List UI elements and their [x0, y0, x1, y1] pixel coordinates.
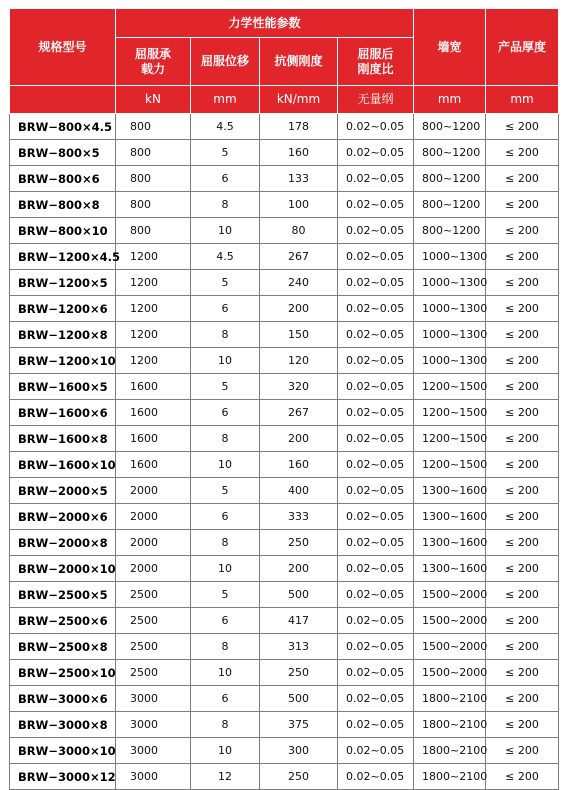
table-row	[10, 244, 559, 270]
cell-model: BRW−2000×8	[10, 530, 116, 556]
cell-yield-displacement: 6	[191, 504, 260, 530]
cell-model: BRW−800×5	[10, 140, 116, 166]
table-row	[10, 140, 559, 166]
cell-yield-load: 1200	[116, 270, 191, 296]
cell-yield-load: 1200	[116, 244, 191, 270]
cell-wall-width: 1000~1300	[414, 244, 486, 270]
cell-yield-displacement: 4.5	[191, 244, 260, 270]
cell-post-yield-ratio: 0.02~0.05	[338, 478, 414, 504]
table-row	[10, 426, 559, 452]
cell-post-yield-ratio: 0.02~0.05	[338, 244, 414, 270]
cell-wall-width: 1300~1600	[414, 478, 486, 504]
cell-yield-load: 2000	[116, 530, 191, 556]
cell-wall-width: 1800~2100	[414, 712, 486, 738]
cell-lateral-stiffness: 333	[260, 504, 338, 530]
cell-thickness: ≤ 200	[486, 634, 559, 660]
cell-wall-width: 1200~1500	[414, 374, 486, 400]
cell-yield-load: 1600	[116, 374, 191, 400]
table-row	[10, 322, 559, 348]
cell-model: BRW−3000×6	[10, 686, 116, 712]
cell-model: BRW−2500×10	[10, 660, 116, 686]
cell-yield-displacement: 6	[191, 296, 260, 322]
cell-thickness: ≤ 200	[486, 140, 559, 166]
cell-wall-width: 1200~1500	[414, 426, 486, 452]
cell-model: BRW−1200×10	[10, 348, 116, 374]
cell-lateral-stiffness: 300	[260, 738, 338, 764]
cell-lateral-stiffness: 150	[260, 322, 338, 348]
cell-yield-displacement: 6	[191, 400, 260, 426]
cell-yield-displacement: 5	[191, 270, 260, 296]
cell-wall-width: 1000~1300	[414, 270, 486, 296]
unit-wall-width: mm	[414, 86, 486, 114]
cell-model: BRW−2500×8	[10, 634, 116, 660]
cell-wall-width: 1500~2000	[414, 634, 486, 660]
header-model: 规格型号	[10, 9, 116, 86]
cell-wall-width: 1200~1500	[414, 452, 486, 478]
header-yield-displacement: 屈服位移	[191, 38, 260, 86]
header-post-yield-ratio-text: 屈服后刚度比	[357, 46, 394, 76]
cell-lateral-stiffness: 267	[260, 244, 338, 270]
cell-lateral-stiffness: 417	[260, 608, 338, 634]
cell-post-yield-ratio: 0.02~0.05	[338, 686, 414, 712]
cell-model: BRW−1200×8	[10, 322, 116, 348]
unit-yield-load: kN	[116, 86, 191, 114]
cell-wall-width: 1800~2100	[414, 738, 486, 764]
cell-lateral-stiffness: 200	[260, 556, 338, 582]
cell-yield-displacement: 8	[191, 530, 260, 556]
cell-model: BRW−2500×5	[10, 582, 116, 608]
table-header	[10, 9, 559, 114]
table-row	[10, 686, 559, 712]
table-row	[10, 660, 559, 686]
cell-yield-load: 1200	[116, 296, 191, 322]
table-row	[10, 764, 559, 790]
cell-post-yield-ratio: 0.02~0.05	[338, 114, 414, 140]
cell-lateral-stiffness: 375	[260, 712, 338, 738]
cell-lateral-stiffness: 500	[260, 582, 338, 608]
cell-lateral-stiffness: 200	[260, 426, 338, 452]
cell-model: BRW−1600×8	[10, 426, 116, 452]
cell-thickness: ≤ 200	[486, 244, 559, 270]
cell-lateral-stiffness: 320	[260, 374, 338, 400]
cell-yield-load: 800	[116, 218, 191, 244]
cell-post-yield-ratio: 0.02~0.05	[338, 504, 414, 530]
table-row	[10, 374, 559, 400]
cell-thickness: ≤ 200	[486, 166, 559, 192]
table-row	[10, 270, 559, 296]
cell-yield-load: 1600	[116, 400, 191, 426]
cell-yield-load: 3000	[116, 738, 191, 764]
cell-yield-displacement: 10	[191, 556, 260, 582]
cell-yield-load: 3000	[116, 764, 191, 790]
cell-yield-displacement: 5	[191, 140, 260, 166]
cell-yield-displacement: 10	[191, 218, 260, 244]
cell-yield-load: 1200	[116, 322, 191, 348]
cell-lateral-stiffness: 178	[260, 114, 338, 140]
header-mechanical-group: 力学性能参数	[116, 9, 414, 38]
cell-yield-displacement: 8	[191, 192, 260, 218]
cell-model: BRW−800×8	[10, 192, 116, 218]
cell-yield-load: 2000	[116, 556, 191, 582]
table-row	[10, 166, 559, 192]
cell-post-yield-ratio: 0.02~0.05	[338, 296, 414, 322]
cell-post-yield-ratio: 0.02~0.05	[338, 426, 414, 452]
cell-model: BRW−2500×6	[10, 608, 116, 634]
cell-wall-width: 1300~1600	[414, 504, 486, 530]
cell-thickness: ≤ 200	[486, 322, 559, 348]
cell-thickness: ≤ 200	[486, 296, 559, 322]
cell-yield-load: 2500	[116, 608, 191, 634]
table-row	[10, 556, 559, 582]
cell-thickness: ≤ 200	[486, 582, 559, 608]
cell-wall-width: 1000~1300	[414, 348, 486, 374]
table-row	[10, 504, 559, 530]
cell-post-yield-ratio: 0.02~0.05	[338, 400, 414, 426]
cell-yield-displacement: 6	[191, 686, 260, 712]
table-row	[10, 634, 559, 660]
cell-wall-width: 1200~1500	[414, 400, 486, 426]
table-row	[10, 192, 559, 218]
cell-post-yield-ratio: 0.02~0.05	[338, 192, 414, 218]
unit-yield-displacement: mm	[191, 86, 260, 114]
cell-thickness: ≤ 200	[486, 738, 559, 764]
cell-post-yield-ratio: 0.02~0.05	[338, 608, 414, 634]
cell-yield-displacement: 10	[191, 660, 260, 686]
cell-lateral-stiffness: 80	[260, 218, 338, 244]
cell-thickness: ≤ 200	[486, 400, 559, 426]
table-row	[10, 452, 559, 478]
table-row	[10, 296, 559, 322]
cell-model: BRW−2000×6	[10, 504, 116, 530]
unit-thickness: mm	[486, 86, 559, 114]
cell-post-yield-ratio: 0.02~0.05	[338, 738, 414, 764]
cell-yield-load: 2000	[116, 504, 191, 530]
cell-post-yield-ratio: 0.02~0.05	[338, 452, 414, 478]
cell-thickness: ≤ 200	[486, 192, 559, 218]
cell-wall-width: 1300~1600	[414, 530, 486, 556]
cell-yield-load: 3000	[116, 686, 191, 712]
cell-model: BRW−800×4.5	[10, 114, 116, 140]
cell-yield-displacement: 6	[191, 166, 260, 192]
cell-thickness: ≤ 200	[486, 686, 559, 712]
cell-post-yield-ratio: 0.02~0.05	[338, 634, 414, 660]
cell-thickness: ≤ 200	[486, 478, 559, 504]
table-row	[10, 738, 559, 764]
cell-model: BRW−1600×5	[10, 374, 116, 400]
cell-lateral-stiffness: 250	[260, 660, 338, 686]
cell-model: BRW−2000×5	[10, 478, 116, 504]
cell-wall-width: 1300~1600	[414, 556, 486, 582]
cell-model: BRW−3000×12	[10, 764, 116, 790]
cell-wall-width: 800~1200	[414, 192, 486, 218]
cell-lateral-stiffness: 250	[260, 764, 338, 790]
cell-thickness: ≤ 200	[486, 712, 559, 738]
cell-yield-load: 800	[116, 192, 191, 218]
cell-yield-load: 800	[116, 166, 191, 192]
table-row	[10, 114, 559, 140]
unit-lateral-stiffness: kN/mm	[260, 86, 338, 114]
cell-yield-displacement: 8	[191, 712, 260, 738]
cell-yield-displacement: 5	[191, 374, 260, 400]
cell-yield-load: 2500	[116, 634, 191, 660]
cell-thickness: ≤ 200	[486, 764, 559, 790]
cell-model: BRW−1200×5	[10, 270, 116, 296]
cell-lateral-stiffness: 200	[260, 296, 338, 322]
cell-yield-displacement: 10	[191, 348, 260, 374]
cell-model: BRW−1200×4.5	[10, 244, 116, 270]
cell-wall-width: 800~1200	[414, 140, 486, 166]
cell-post-yield-ratio: 0.02~0.05	[338, 556, 414, 582]
header-yield-load-text: 屈服承载力	[135, 46, 172, 76]
cell-post-yield-ratio: 0.02~0.05	[338, 374, 414, 400]
cell-model: BRW−2000×10	[10, 556, 116, 582]
cell-thickness: ≤ 200	[486, 348, 559, 374]
cell-model: BRW−1600×10	[10, 452, 116, 478]
cell-yield-load: 800	[116, 114, 191, 140]
table-row	[10, 400, 559, 426]
cell-wall-width: 1500~2000	[414, 582, 486, 608]
cell-wall-width: 800~1200	[414, 114, 486, 140]
cell-lateral-stiffness: 400	[260, 478, 338, 504]
cell-yield-load: 800	[116, 140, 191, 166]
cell-post-yield-ratio: 0.02~0.05	[338, 322, 414, 348]
spec-table	[9, 8, 559, 790]
cell-lateral-stiffness: 250	[260, 530, 338, 556]
unit-model-blank	[10, 86, 116, 114]
cell-wall-width: 1800~2100	[414, 764, 486, 790]
cell-lateral-stiffness: 160	[260, 140, 338, 166]
cell-thickness: ≤ 200	[486, 556, 559, 582]
cell-wall-width: 800~1200	[414, 166, 486, 192]
table-row	[10, 608, 559, 634]
cell-model: BRW−800×6	[10, 166, 116, 192]
cell-thickness: ≤ 200	[486, 608, 559, 634]
cell-model: BRW−1600×6	[10, 400, 116, 426]
cell-yield-displacement: 5	[191, 478, 260, 504]
header-wall-width: 墙宽	[414, 9, 486, 86]
cell-post-yield-ratio: 0.02~0.05	[338, 270, 414, 296]
cell-post-yield-ratio: 0.02~0.05	[338, 712, 414, 738]
cell-yield-displacement: 6	[191, 608, 260, 634]
cell-lateral-stiffness: 100	[260, 192, 338, 218]
cell-thickness: ≤ 200	[486, 426, 559, 452]
cell-post-yield-ratio: 0.02~0.05	[338, 764, 414, 790]
unit-post-yield-ratio: 无量纲	[338, 86, 414, 114]
cell-post-yield-ratio: 0.02~0.05	[338, 582, 414, 608]
header-lateral-stiffness: 抗侧刚度	[260, 38, 338, 86]
cell-yield-load: 1200	[116, 348, 191, 374]
cell-yield-load: 1600	[116, 426, 191, 452]
cell-wall-width: 1500~2000	[414, 660, 486, 686]
cell-wall-width: 1000~1300	[414, 296, 486, 322]
table-row	[10, 712, 559, 738]
cell-thickness: ≤ 200	[486, 504, 559, 530]
cell-lateral-stiffness: 313	[260, 634, 338, 660]
table-row	[10, 530, 559, 556]
cell-post-yield-ratio: 0.02~0.05	[338, 530, 414, 556]
table-body	[10, 114, 559, 790]
cell-yield-displacement: 8	[191, 322, 260, 348]
table-row	[10, 218, 559, 244]
cell-thickness: ≤ 200	[486, 660, 559, 686]
cell-post-yield-ratio: 0.02~0.05	[338, 166, 414, 192]
cell-wall-width: 1800~2100	[414, 686, 486, 712]
cell-post-yield-ratio: 0.02~0.05	[338, 660, 414, 686]
cell-yield-load: 1600	[116, 452, 191, 478]
cell-thickness: ≤ 200	[486, 374, 559, 400]
cell-yield-displacement: 4.5	[191, 114, 260, 140]
cell-thickness: ≤ 200	[486, 114, 559, 140]
cell-thickness: ≤ 200	[486, 530, 559, 556]
cell-thickness: ≤ 200	[486, 270, 559, 296]
cell-post-yield-ratio: 0.02~0.05	[338, 218, 414, 244]
cell-wall-width: 1000~1300	[414, 322, 486, 348]
cell-lateral-stiffness: 500	[260, 686, 338, 712]
cell-wall-width: 800~1200	[414, 218, 486, 244]
cell-wall-width: 1500~2000	[414, 608, 486, 634]
cell-lateral-stiffness: 133	[260, 166, 338, 192]
cell-post-yield-ratio: 0.02~0.05	[338, 348, 414, 374]
cell-model: BRW−3000×8	[10, 712, 116, 738]
cell-lateral-stiffness: 267	[260, 400, 338, 426]
table-row	[10, 478, 559, 504]
cell-yield-displacement: 8	[191, 426, 260, 452]
table-row	[10, 348, 559, 374]
cell-yield-displacement: 5	[191, 582, 260, 608]
cell-yield-load: 2500	[116, 660, 191, 686]
cell-yield-load: 2500	[116, 582, 191, 608]
cell-lateral-stiffness: 240	[260, 270, 338, 296]
header-yield-load	[116, 38, 191, 86]
cell-model: BRW−1200×6	[10, 296, 116, 322]
cell-model: BRW−800×10	[10, 218, 116, 244]
table-row	[10, 582, 559, 608]
header-thickness: 产品厚度	[486, 9, 559, 86]
cell-lateral-stiffness: 120	[260, 348, 338, 374]
cell-yield-displacement: 10	[191, 452, 260, 478]
cell-yield-load: 3000	[116, 712, 191, 738]
cell-yield-displacement: 10	[191, 738, 260, 764]
cell-model: BRW−3000×10	[10, 738, 116, 764]
cell-thickness: ≤ 200	[486, 218, 559, 244]
cell-yield-load: 2000	[116, 478, 191, 504]
cell-lateral-stiffness: 160	[260, 452, 338, 478]
cell-thickness: ≤ 200	[486, 452, 559, 478]
cell-yield-displacement: 8	[191, 634, 260, 660]
cell-post-yield-ratio: 0.02~0.05	[338, 140, 414, 166]
cell-yield-displacement: 12	[191, 764, 260, 790]
header-post-yield-ratio	[338, 38, 414, 86]
